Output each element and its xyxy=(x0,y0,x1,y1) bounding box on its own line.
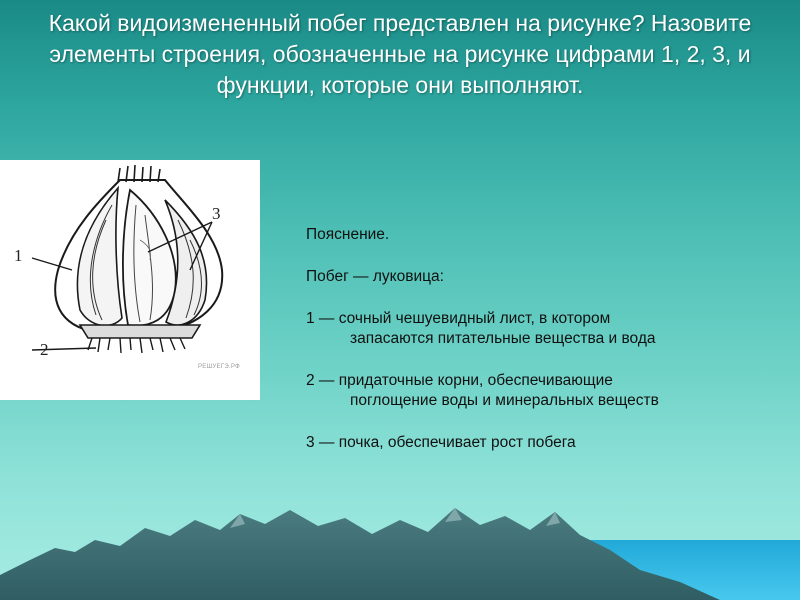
watermark: РЕШУЕГЭ.РФ xyxy=(198,364,241,370)
callout-3: 3 xyxy=(212,204,221,223)
answer-heading: Пояснение. xyxy=(306,226,390,243)
answer-item-3: 3 — почка, обеспечивает рост побега xyxy=(306,434,576,451)
slide-title: Какой видоизмененный побег представлен на рисунке? Назовите элементы строения, обозначенные на рисунке цифрами 1, 2, 3, и функции, которые они выполняют. xyxy=(48,10,752,98)
callout-2: 2 xyxy=(40,340,49,359)
answer-item-1-cont: запасаются питательные вещества и вода xyxy=(350,330,656,347)
callout-1: 1 xyxy=(14,246,23,265)
answer-block xyxy=(306,225,776,453)
mountain-landscape xyxy=(0,490,800,600)
answer-item-2-cont: поглощение воды и минеральных веществ xyxy=(350,392,659,409)
mountain-range xyxy=(0,508,720,600)
answer-item-1: 1 — сочный чешуевидный лист, в котором xyxy=(306,310,611,327)
answer-item-2: 2 — придаточные корни, обеспечивающие xyxy=(306,372,613,389)
answer-shoot-type: Побег — луковица: xyxy=(306,268,444,285)
garlic-figure xyxy=(0,160,260,400)
